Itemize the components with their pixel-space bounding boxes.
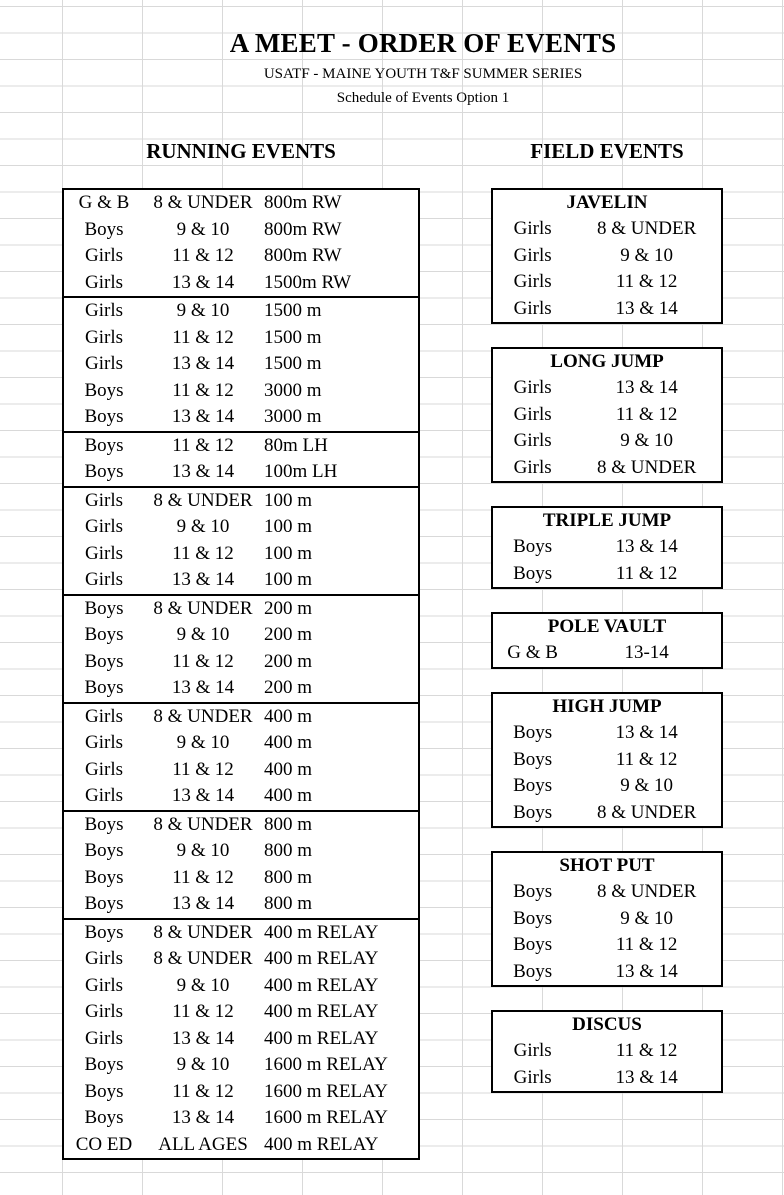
event-cell: 200 m — [264, 650, 313, 672]
event-cell: 200 m — [264, 677, 313, 699]
age-group-cell: 8 & UNDER — [153, 813, 253, 835]
gender-cell: CO ED — [75, 1133, 133, 1155]
gender-cell: Girls — [85, 974, 123, 996]
event-cell: 100 m — [264, 489, 313, 511]
field-event-row — [493, 269, 721, 296]
event-cell: 800m RW — [264, 245, 342, 267]
age-group-cell: 13-14 — [624, 642, 669, 664]
gender-cell: Boys — [84, 813, 124, 835]
running-event-row — [64, 1079, 418, 1106]
event-cell: 80m LH — [264, 434, 328, 456]
gender-cell: Boys — [513, 722, 553, 744]
gender-cell: Girls — [513, 430, 552, 452]
age-group-cell: 13 & 14 — [171, 569, 235, 591]
age-group-cell: 13 & 14 — [171, 1027, 235, 1049]
running-event-row — [64, 243, 418, 270]
gender-cell: Boys — [513, 536, 553, 558]
age-group-cell: 13 & 14 — [171, 785, 235, 807]
age-group-cell: 13 & 14 — [171, 406, 235, 428]
event-cell: 1600 m RELAY — [264, 1107, 388, 1129]
age-group-cell: 11 & 12 — [615, 1040, 678, 1062]
age-group-cell: 11 & 12 — [615, 748, 678, 770]
field-event-row — [493, 402, 721, 429]
event-cell: 400 m RELAY — [264, 974, 379, 996]
gender-cell: Girls — [85, 271, 123, 293]
age-group-cell: 9 & 10 — [176, 218, 230, 240]
running-event-row — [64, 920, 418, 947]
gender-cell: Girls — [85, 353, 123, 375]
field-event-box — [491, 1010, 723, 1093]
gender-cell: Boys — [513, 881, 553, 903]
age-group-cell: 11 & 12 — [172, 1080, 234, 1102]
field-event-row — [493, 932, 721, 959]
gender-cell: Boys — [84, 624, 124, 646]
age-group-cell: 11 & 12 — [172, 866, 234, 888]
gender-cell: Boys — [84, 677, 124, 699]
event-cell: 3000 m — [264, 406, 322, 428]
running-event-row — [64, 1052, 418, 1079]
running-event-row — [64, 541, 418, 568]
event-cell: 400 m — [264, 758, 313, 780]
age-group-cell: 9 & 10 — [176, 974, 230, 996]
gender-cell: Girls — [85, 489, 123, 511]
age-group-cell: 8 & UNDER — [153, 705, 253, 727]
gender-cell: Boys — [84, 434, 124, 456]
event-cell: 1600 m RELAY — [264, 1080, 388, 1102]
event-cell: 1500m RW — [264, 271, 352, 293]
gender-cell: Girls — [513, 1066, 552, 1088]
age-group-cell: 13 & 14 — [615, 960, 678, 982]
age-group-cell: 8 & UNDER — [153, 597, 253, 619]
gender-cell: Girls — [513, 218, 552, 240]
running-group — [62, 486, 420, 594]
page-title: A MEET - ORDER OF EVENTS — [229, 28, 617, 58]
age-group-cell: 11 & 12 — [615, 562, 678, 584]
gender-cell: Girls — [85, 516, 123, 538]
gender-cell: Boys — [84, 218, 124, 240]
age-group-cell: 11 & 12 — [172, 542, 234, 564]
gender-cell: Boys — [513, 907, 553, 929]
field-event-row — [493, 720, 721, 747]
event-cell: 1500 m — [264, 300, 322, 322]
gender-cell: Boys — [84, 379, 124, 401]
age-group-cell: 11 & 12 — [172, 326, 234, 348]
running-event-row — [64, 378, 418, 405]
gender-cell: Girls — [513, 244, 552, 266]
event-cell: 100m LH — [264, 461, 338, 483]
running-event-row — [64, 298, 418, 325]
age-group-cell: 9 & 10 — [620, 775, 674, 797]
field-event-row — [493, 534, 721, 561]
running-event-row — [64, 433, 418, 460]
event-cell: 800m RW — [264, 192, 342, 214]
age-group-cell: 9 & 10 — [176, 516, 230, 538]
age-group-cell: 9 & 10 — [176, 1054, 230, 1076]
gender-cell: Girls — [85, 245, 123, 267]
gender-cell: Boys — [84, 650, 124, 672]
field-event-row — [493, 800, 721, 827]
field-event-row — [493, 879, 721, 906]
field-event-title: TRIPLE JUMP — [542, 510, 672, 531]
gender-cell: Boys — [513, 748, 553, 770]
event-cell: 400 m RELAY — [264, 921, 379, 943]
running-event-row — [64, 1132, 418, 1159]
gender-cell: Boys — [84, 921, 124, 943]
gender-cell: Boys — [84, 1107, 124, 1129]
age-group-cell: 11 & 12 — [172, 434, 234, 456]
gender-cell: Girls — [513, 377, 552, 399]
event-cell: 400 m — [264, 785, 313, 807]
running-event-row — [64, 838, 418, 865]
running-event-row — [64, 459, 418, 486]
field-events-heading: FIELD EVENTS — [530, 139, 684, 163]
age-group-cell: 13 & 14 — [615, 722, 678, 744]
gender-cell: Girls — [85, 948, 123, 970]
running-group — [62, 296, 420, 431]
age-group-cell: 13 & 14 — [615, 297, 678, 319]
event-cell: 400 m — [264, 732, 313, 754]
event-cell: 1600 m RELAY — [264, 1054, 388, 1076]
gender-cell: Girls — [85, 569, 123, 591]
age-group-cell: 13 & 14 — [171, 461, 235, 483]
age-group-cell: 9 & 10 — [176, 300, 230, 322]
field-event-row — [493, 561, 721, 588]
field-event-row — [493, 243, 721, 270]
subtitle-series: USATF - MAINE YOUTH T&F SUMMER SERIES — [263, 66, 583, 82]
field-event-box — [491, 692, 723, 828]
age-group-cell: 11 & 12 — [172, 650, 234, 672]
subtitle-schedule: Schedule of Events Option 1 — [336, 90, 510, 106]
running-group — [62, 594, 420, 702]
running-group — [62, 188, 420, 296]
age-group-cell: 11 & 12 — [172, 379, 234, 401]
running-event-row — [64, 649, 418, 676]
age-group-cell: 9 & 10 — [176, 840, 230, 862]
gender-cell: Boys — [84, 866, 124, 888]
event-cell: 3000 m — [264, 379, 322, 401]
running-event-row — [64, 567, 418, 594]
age-group-cell: 9 & 10 — [620, 244, 674, 266]
gender-cell: Boys — [84, 406, 124, 428]
field-event-row — [493, 428, 721, 455]
running-event-row — [64, 325, 418, 352]
event-cell: 400 m RELAY — [264, 1027, 379, 1049]
age-group-cell: 13 & 14 — [171, 677, 235, 699]
running-event-row — [64, 270, 418, 297]
event-cell: 100 m — [264, 542, 313, 564]
field-event-row — [493, 296, 721, 323]
event-cell: 200 m — [264, 624, 313, 646]
gender-cell: Boys — [84, 597, 124, 619]
running-event-row — [64, 190, 418, 217]
age-group-cell: 11 & 12 — [172, 245, 234, 267]
age-group-cell: 13 & 14 — [615, 536, 678, 558]
gender-cell: Boys — [513, 934, 553, 956]
age-group-cell: 11 & 12 — [615, 403, 678, 425]
running-event-row — [64, 488, 418, 515]
running-event-row — [64, 404, 418, 431]
age-group-cell: 11 & 12 — [615, 271, 678, 293]
field-event-row — [493, 640, 721, 667]
age-group-cell: 13 & 14 — [615, 1066, 678, 1088]
running-event-row — [64, 675, 418, 702]
age-group-cell: 11 & 12 — [172, 1001, 234, 1023]
gender-cell: Girls — [85, 758, 123, 780]
age-group-cell: 8 & UNDER — [597, 456, 697, 478]
field-event-row — [493, 906, 721, 933]
event-cell: 800 m — [264, 893, 313, 915]
event-cell: 800m RW — [264, 218, 342, 240]
running-event-row — [64, 865, 418, 892]
age-group-cell: 9 & 10 — [620, 907, 674, 929]
running-event-row — [64, 514, 418, 541]
running-event-row — [64, 946, 418, 973]
field-event-title: SHOT PUT — [559, 855, 655, 876]
field-event-row — [493, 747, 721, 774]
field-event-box — [491, 612, 723, 669]
event-cell: 800 m — [264, 840, 313, 862]
age-group-cell: 8 & UNDER — [153, 489, 253, 511]
age-group-cell: 13 & 14 — [171, 1107, 235, 1129]
running-event-row — [64, 217, 418, 244]
age-group-cell: 9 & 10 — [176, 732, 230, 754]
event-cell: 400 m RELAY — [264, 1133, 379, 1155]
field-event-row — [493, 216, 721, 243]
field-event-box — [491, 188, 723, 324]
gender-cell: Boys — [513, 562, 553, 584]
event-cell: 1500 m — [264, 326, 322, 348]
age-group-cell: 8 & UNDER — [153, 921, 253, 943]
event-cell: 400 m RELAY — [264, 948, 379, 970]
field-event-title: LONG JUMP — [550, 351, 664, 372]
field-event-row — [493, 1038, 721, 1065]
field-event-row — [493, 959, 721, 986]
running-event-row — [64, 783, 418, 810]
gender-cell: G & B — [78, 192, 130, 214]
field-event-box — [491, 851, 723, 987]
gender-cell: Boys — [84, 461, 124, 483]
running-event-row — [64, 622, 418, 649]
field-event-row — [493, 773, 721, 800]
field-event-box — [491, 347, 723, 483]
event-cell: 400 m RELAY — [264, 1001, 379, 1023]
gender-cell: Girls — [513, 271, 552, 293]
running-group — [62, 810, 420, 918]
gender-cell: Girls — [85, 1027, 123, 1049]
age-group-cell: 8 & UNDER — [153, 948, 253, 970]
gender-cell: Girls — [85, 542, 123, 564]
gender-cell: Girls — [85, 705, 123, 727]
event-cell: 800 m — [264, 866, 313, 888]
running-event-row — [64, 351, 418, 378]
gender-cell: Boys — [513, 960, 553, 982]
running-event-row — [64, 757, 418, 784]
gender-cell: Boys — [84, 840, 124, 862]
running-group — [62, 918, 420, 1161]
running-event-row — [64, 704, 418, 731]
running-event-row — [64, 891, 418, 918]
gender-cell: Boys — [84, 893, 124, 915]
field-event-title: HIGH JUMP — [552, 696, 662, 717]
running-events-heading: RUNNING EVENTS — [146, 139, 336, 163]
running-event-row — [64, 596, 418, 623]
age-group-cell: 11 & 12 — [615, 934, 678, 956]
gender-cell: Girls — [513, 403, 552, 425]
age-group-cell: 8 & UNDER — [597, 881, 697, 903]
age-group-cell: 13 & 14 — [171, 353, 235, 375]
field-event-row — [493, 375, 721, 402]
gender-cell: Girls — [85, 732, 123, 754]
running-event-row — [64, 973, 418, 1000]
gender-cell: Girls — [85, 1001, 123, 1023]
field-event-box — [491, 506, 723, 589]
gender-cell: Girls — [513, 1040, 552, 1062]
gender-cell: Girls — [85, 300, 123, 322]
event-cell: 200 m — [264, 597, 313, 619]
event-cell: 100 m — [264, 569, 313, 591]
age-group-cell: 9 & 10 — [176, 624, 230, 646]
age-group-cell: 13 & 14 — [171, 271, 235, 293]
running-group — [62, 431, 420, 486]
field-event-row — [493, 1065, 721, 1092]
running-event-row — [64, 1105, 418, 1132]
event-cell: 400 m — [264, 705, 313, 727]
age-group-cell: 13 & 14 — [615, 377, 678, 399]
gender-cell: Boys — [84, 1054, 124, 1076]
running-group — [62, 702, 420, 810]
age-group-cell: 13 & 14 — [171, 893, 235, 915]
field-event-title: POLE VAULT — [547, 616, 667, 637]
gender-cell: Boys — [84, 1080, 124, 1102]
gender-cell: Girls — [513, 297, 552, 319]
age-group-cell: 8 & UNDER — [597, 218, 697, 240]
event-cell: 800 m — [264, 813, 313, 835]
gender-cell: Boys — [513, 801, 553, 823]
gender-cell: Boys — [513, 775, 553, 797]
running-event-row — [64, 812, 418, 839]
field-event-row — [493, 455, 721, 482]
event-cell: 1500 m — [264, 353, 322, 375]
gender-cell: Girls — [513, 456, 552, 478]
gender-cell: Girls — [85, 785, 123, 807]
field-event-title: JAVELIN — [566, 192, 648, 213]
running-event-row — [64, 730, 418, 757]
age-group-cell: ALL AGES — [158, 1133, 248, 1155]
age-group-cell: 9 & 10 — [620, 430, 674, 452]
running-event-row — [64, 1026, 418, 1053]
gender-cell: Girls — [85, 326, 123, 348]
age-group-cell: 8 & UNDER — [597, 801, 697, 823]
running-events-table — [62, 188, 420, 1160]
field-event-title: DISCUS — [572, 1014, 642, 1035]
event-cell: 100 m — [264, 516, 313, 538]
age-group-cell: 11 & 12 — [172, 758, 234, 780]
gender-cell: G & B — [507, 642, 558, 664]
running-event-row — [64, 999, 418, 1026]
age-group-cell: 8 & UNDER — [153, 192, 253, 214]
